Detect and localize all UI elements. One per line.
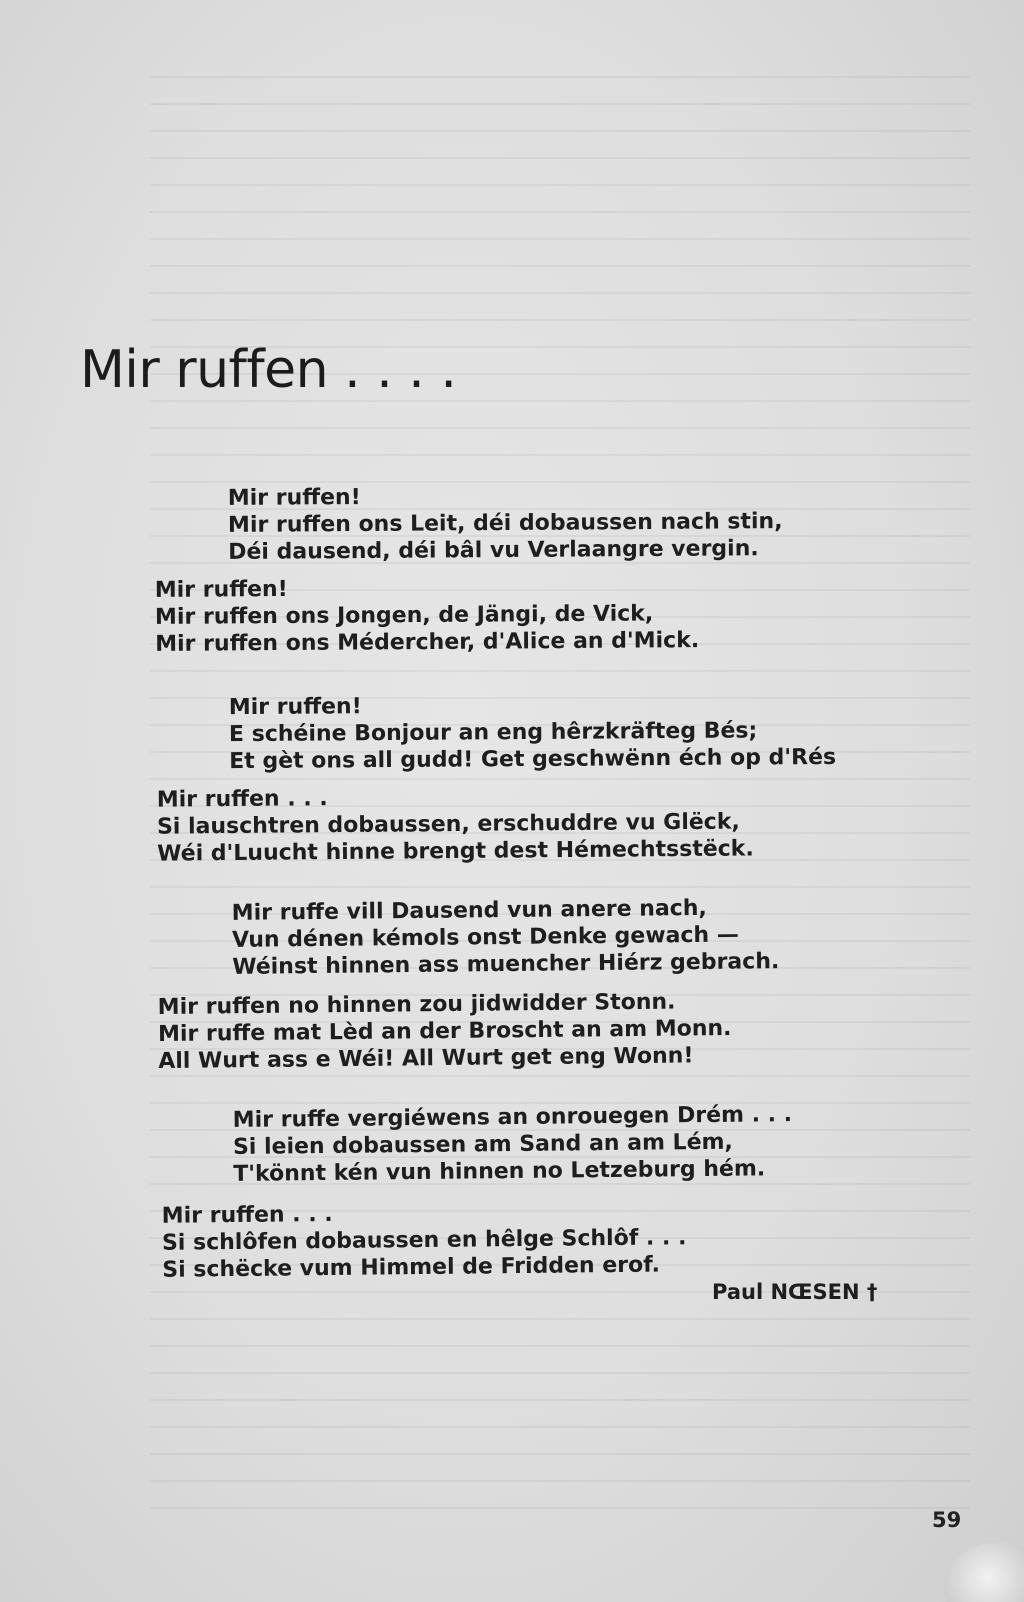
- verse-line: Et gèt ons all gudd! Get geschwënn éch op d'Rés: [229, 744, 837, 775]
- stanza-5: [232, 894, 780, 981]
- verse-line: Vun dénen kémols onst Denke gewach —: [231, 922, 739, 953]
- verse-line: T'könnt kén vun hinnen no Letzeburg hém.: [233, 1156, 766, 1187]
- verse-line: Wéinst hinnen ass muencher Hiérz gebrach.: [232, 949, 780, 980]
- stanza-7: [233, 1101, 793, 1188]
- verse-line: E schéine Bonjour an eng hêrzkräfteg Bés;: [228, 718, 758, 748]
- verse-line: All Wurt ass e Wéi! All Wurt get eng Wonn!: [158, 1043, 694, 1075]
- stanza-8: [162, 1197, 687, 1283]
- verse-line: Mir ruffe mat Lèd an der Broscht an am Monn.: [157, 1015, 732, 1048]
- stanza-2: [155, 573, 700, 658]
- stanza-1: [228, 481, 783, 566]
- page-number: 59: [932, 1508, 962, 1532]
- verse-line: Si schlôfen dobaussen en hêlge Schlôf . . .: [161, 1225, 687, 1256]
- stanza-3: [229, 690, 836, 775]
- verse-line: Wéi d'Luucht hinne brengt dest Hémechtsstëck.: [157, 836, 754, 867]
- page-corner-curl: [944, 1542, 1024, 1602]
- stanza-6: [158, 988, 732, 1075]
- verse-line: Mir ruffen no hinnen zou jidwidder Stonn.: [157, 989, 676, 1021]
- verse-line: Si lauschtren dobaussen, erschuddre vu Glëck,: [156, 809, 740, 840]
- verse-line: Mir ruffen!: [228, 694, 362, 721]
- verse-line: Mir ruffen ons Médercher, d'Alice an d'Mick.: [155, 628, 700, 657]
- poem-title: Mir ruffen . . . .: [80, 339, 457, 400]
- verse-line: Mir ruffen!: [227, 485, 361, 511]
- verse-line: Mir ruffe vill Dausend vun anere nach,: [231, 895, 707, 926]
- verse-line: Mir ruffe vergiéwens an onrouegen Drém . . .: [232, 1102, 793, 1133]
- verse-line: Mir ruffen . . .: [156, 786, 328, 813]
- author-signature: Paul NŒSEN †: [712, 1280, 878, 1304]
- verse-line: Si schëcke vum Himmel de Fridden erof.: [162, 1252, 661, 1283]
- verse-line: Mir ruffen ons Jongen, de Jängi, de Vick,: [154, 601, 654, 630]
- verse-line: Mir ruffen ons Leit, déi dobaussen nach stin,: [227, 509, 783, 538]
- verse-line: Si leien dobaussen am Sand an am Lém,: [232, 1129, 733, 1160]
- verse-line: Déi dausend, déi bâl vu Verlaangre vergin.: [228, 536, 759, 565]
- stanza-4: [157, 781, 754, 867]
- verse-line: Mir ruffen!: [154, 576, 288, 603]
- verse-line: Mir ruffen . . .: [161, 1201, 333, 1229]
